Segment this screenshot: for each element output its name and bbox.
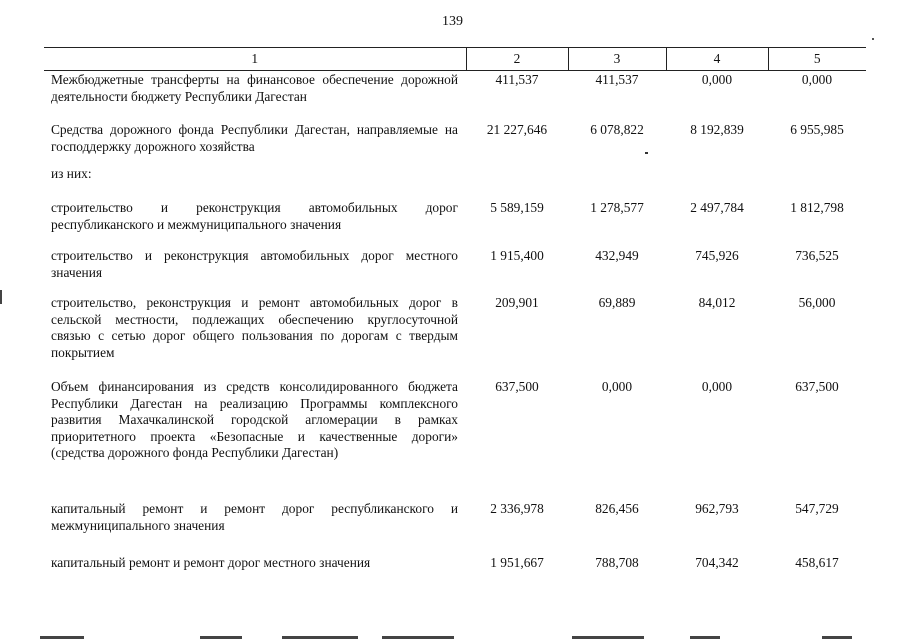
row-label: строительство, реконструкция и ремонт автомобильных дорог в сельской местности, подлежащих обеспечению круглосуточной связью с сетью дорог общего пользования по дорогам с твердым покрытием xyxy=(51,295,458,360)
value-cell: 0,000 xyxy=(801,72,833,87)
row-label: Средства дорожного фонда Республики Дагестан, направляемые на господдержку дорожного хозяйства xyxy=(51,122,458,154)
scan-edge-mark xyxy=(282,636,358,639)
value-cell: 1 812,798 xyxy=(790,200,844,215)
value-cell: 8 192,839 xyxy=(690,122,744,137)
table-row xyxy=(44,379,866,501)
column-header: 3 xyxy=(568,48,666,71)
table-row xyxy=(44,166,866,200)
value-cell: 56,000 xyxy=(798,295,836,310)
value-cell: 411,537 xyxy=(595,72,639,87)
row-label: Объем финансирования из средств консолидированного бюджета Республики Дагестан на реализацию Программы комплексного развития Махачкалинской городской агломерации в рамках приоритетного проекта «Безопасные и качественные дороги» (средства дорожного фонда Республики Дагестан) xyxy=(51,379,458,460)
column-header: 2 xyxy=(466,48,568,71)
value-cell: 1 915,400 xyxy=(490,248,544,263)
value-cell: 788,708 xyxy=(595,555,639,570)
page-number: 139 xyxy=(442,14,463,29)
budget-table xyxy=(44,47,866,583)
value-cell: 209,901 xyxy=(495,295,539,310)
value-cell: 1 951,667 xyxy=(490,555,544,570)
value-cell: 704,342 xyxy=(695,555,739,570)
value-cell: 745,926 xyxy=(695,248,739,263)
column-header: 5 xyxy=(768,48,866,71)
table-header-row xyxy=(44,48,866,71)
row-label: из них: xyxy=(51,166,92,181)
value-cell: 6 078,822 xyxy=(590,122,644,137)
value-cell xyxy=(666,166,768,200)
table-row xyxy=(44,501,866,555)
value-cell: 84,012 xyxy=(698,295,736,310)
scan-edge-mark xyxy=(382,636,454,639)
scan-speck xyxy=(872,38,874,40)
scan-edge-mark xyxy=(690,636,720,639)
table-row xyxy=(44,200,866,248)
row-label: строительство и реконструкция автомобильных дорог республиканского и межмуниципального значения xyxy=(51,200,458,232)
scan-edge-mark xyxy=(822,636,852,639)
scan-edge-mark xyxy=(0,290,2,304)
value-cell: 432,949 xyxy=(595,248,639,263)
value-cell: 458,617 xyxy=(795,555,839,570)
value-cell: 6 955,985 xyxy=(790,122,844,137)
row-label: капитальный ремонт и ремонт дорог республиканского и межмуниципального значения xyxy=(51,501,458,533)
value-cell: 21 227,646 xyxy=(486,122,548,137)
value-cell: 547,729 xyxy=(795,501,839,516)
scan-speck xyxy=(645,152,648,154)
scan-edge-mark xyxy=(40,636,84,639)
value-cell xyxy=(466,166,568,200)
value-cell: 1 278,577 xyxy=(590,200,644,215)
value-cell: 411,537 xyxy=(495,72,539,87)
value-cell xyxy=(768,166,866,200)
value-cell: 736,525 xyxy=(795,248,839,263)
value-cell: 2 336,978 xyxy=(490,501,544,516)
row-label: Межбюджетные трансферты на финансовое обеспечение дорожной деятельности бюджету Республики Дагестан xyxy=(51,72,458,104)
scan-edge-mark xyxy=(200,636,242,639)
table-row xyxy=(44,248,866,295)
value-cell: 637,500 xyxy=(795,379,839,394)
row-label: капитальный ремонт и ремонт дорог местного значения xyxy=(51,555,371,570)
column-header: 4 xyxy=(666,48,768,71)
value-cell: 0,000 xyxy=(701,379,733,394)
value-cell: 2 497,784 xyxy=(690,200,744,215)
column-header: 1 xyxy=(44,48,466,71)
value-cell xyxy=(568,166,666,200)
table-row xyxy=(44,71,866,123)
value-cell: 826,456 xyxy=(595,501,639,516)
value-cell: 0,000 xyxy=(601,379,633,394)
value-cell: 69,889 xyxy=(598,295,636,310)
value-cell: 0,000 xyxy=(701,72,733,87)
value-cell: 5 589,159 xyxy=(490,200,544,215)
table-row xyxy=(44,555,866,583)
value-cell: 962,793 xyxy=(695,501,739,516)
table-row xyxy=(44,295,866,379)
value-cell: 637,500 xyxy=(495,379,539,394)
row-label: строительство и реконструкция автомобильных дорог местного значения xyxy=(51,248,458,280)
table-row xyxy=(44,122,866,166)
scan-edge-mark xyxy=(572,636,644,639)
